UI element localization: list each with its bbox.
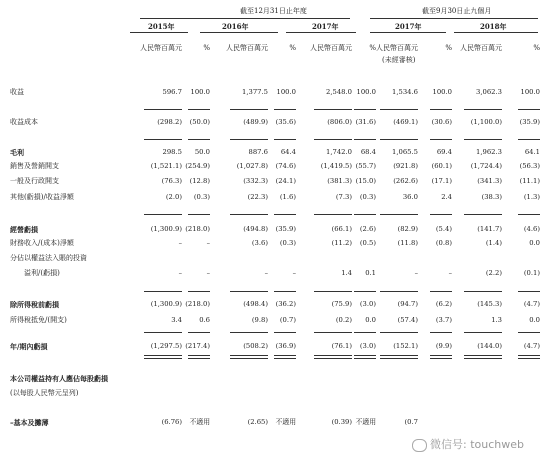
subtotal-rule [230,139,268,140]
table-cell: (11.2) [331,239,352,247]
table-cell: (0.3) [193,193,210,201]
table-cell: 1.3 [491,316,502,324]
period-9m-header: 截至9月30日止九個月 [422,7,492,15]
table-cell: (1,300.9) [150,300,182,308]
table-cell: (5.4) [435,225,452,233]
table-cell: (0.2) [335,316,352,324]
row-label: 除所得稅前虧損 [10,300,59,309]
year-rule-2018-9m [454,32,538,33]
subtotal-rule [430,109,452,110]
table-cell: (218.0) [185,225,210,233]
table-cell: 2,548.0 [326,88,352,96]
table-cell: (1,297.5) [150,342,182,350]
subtotal-rule [518,291,540,292]
table-cell: (11.8) [397,239,418,247]
subtotal-rule [314,291,352,292]
subtotal-rule [518,214,540,215]
column-header: 人民幣百萬元 [376,44,418,52]
subtotal-rule [230,332,268,333]
total-double-rule [518,355,540,356]
total-double-rule [380,355,418,356]
table-cell: (35.6) [275,118,296,126]
subtotal-rule [464,291,502,292]
table-cell: 64.1 [524,148,540,156]
table-cell: (12.8) [189,177,210,185]
total-double-rule [144,358,182,359]
table-cell: – [292,269,296,277]
total-double-rule [188,358,210,359]
total-double-rule [430,355,452,356]
table-cell: (1.3) [523,193,540,201]
table-cell: 50.0 [194,148,210,156]
table-cell: (94.7) [397,300,418,308]
total-double-rule [274,355,296,356]
table-cell: (0.3) [279,239,296,247]
table-cell: (35.9) [519,118,540,126]
table-cell: (1.6) [279,193,296,201]
table-cell: (6.76) [161,418,182,426]
subtotal-rule [518,139,540,140]
total-double-rule [188,355,210,356]
table-cell: (0.3) [359,193,376,201]
column-header: % [203,44,210,52]
row-label: 財務收入/(成本)淨額 [10,239,74,247]
subtotal-rule [354,139,376,140]
table-cell: (144.0) [477,342,502,350]
table-cell: (381.3) [327,177,352,185]
table-cell: (15.0) [355,177,376,185]
table-cell: (0.7 [404,418,418,426]
watermark [412,436,524,452]
row-label: –基本及攤薄 [10,418,49,427]
row-label: 分佔以權益法入賬的投資 [10,254,87,262]
table-cell: 100.0 [356,88,376,96]
subtotal-rule [354,109,376,110]
total-double-rule [464,355,502,356]
table-cell: 100.0 [276,88,296,96]
row-label: 收益 [10,88,24,96]
table-cell: (1,027.8) [236,162,268,170]
table-cell: (76.3) [161,177,182,185]
table-cell: (76.1) [331,342,352,350]
table-cell: (36.9) [275,342,296,350]
year-2015: 2015年 [148,22,175,31]
table-cell: 0.6 [199,316,210,324]
column-header: 人民幣百萬元 [310,44,352,52]
table-cell: 68.4 [360,148,376,156]
table-cell: (0.8) [435,239,452,247]
table-cell: (57.4) [397,316,418,324]
subtotal-rule [464,139,502,140]
table-cell: 0.0 [529,239,540,247]
table-cell: 64.4 [280,148,296,156]
table-cell: (217.4) [185,342,210,350]
year-rule-2017 [286,32,356,33]
table-cell: (1,300.9) [150,225,182,233]
table-cell: (56.3) [519,162,540,170]
table-cell: (508.2) [243,342,268,350]
table-cell: 1,962.3 [476,148,502,156]
table-cell: (9.8) [251,316,268,324]
subtotal-rule [188,291,210,292]
total-double-rule [464,358,502,359]
subtotal-rule [464,214,502,215]
table-cell: (3.0) [359,342,376,350]
table-cell: (75.9) [331,300,352,308]
subtotal-rule [144,332,182,333]
subtotal-rule [518,109,540,110]
table-cell: 0.0 [365,316,376,324]
table-cell: (38.3) [481,193,502,201]
total-double-rule [518,358,540,359]
table-cell: (0.5) [359,239,376,247]
table-cell: 887.6 [248,148,268,156]
table-cell: 0.0 [529,316,540,324]
table-cell: 100.0 [190,88,210,96]
table-cell: (141.7) [477,225,502,233]
total-double-rule [354,358,376,359]
subtotal-rule [430,139,452,140]
table-cell: 1.4 [341,269,352,277]
column-header: % [289,44,296,52]
subtotal-rule [314,109,352,110]
table-cell: (298.2) [157,118,182,126]
wechat-icon [412,439,427,452]
table-cell: (31.6) [355,118,376,126]
table-cell: – [264,269,268,277]
subtotal-rule [188,139,210,140]
total-double-rule [274,358,296,359]
year-2017: 2017年 [312,22,339,31]
subtotal-rule [314,332,352,333]
table-cell: (1,419.5) [320,162,352,170]
total-double-rule [314,355,352,356]
year-rule-2015 [130,32,188,33]
table-cell: 36.0 [402,193,418,201]
table-cell: (0.1) [523,269,540,277]
column-header: % [445,44,452,52]
table-cell: 不適用 [189,418,210,426]
subtotal-rule [464,332,502,333]
table-cell: 2.4 [441,193,452,201]
year-2018-9m: 2018年 [480,22,507,31]
table-cell: 596.7 [162,88,182,96]
header-rule-9m [370,18,538,19]
table-cell: (489.9) [243,118,268,126]
subtotal-rule [230,214,268,215]
table-cell: (469.1) [393,118,418,126]
table-cell: (6.2) [435,300,452,308]
column-header: % [369,44,376,52]
subtotal-rule [274,109,296,110]
table-cell: (74.6) [275,162,296,170]
table-cell: 0.1 [365,269,376,277]
table-cell: (152.1) [393,342,418,350]
table-cell: (3.0) [359,300,376,308]
table-cell: 1,534.6 [392,88,418,96]
subtotal-rule [314,214,352,215]
row-label: 本公司權益持有人應佔每股虧損 [10,374,108,383]
column-header: 人民幣百萬元 [460,44,502,52]
table-cell: (498.4) [243,300,268,308]
subtotal-rule [380,214,418,215]
subtotal-rule [380,291,418,292]
table-cell: 不適用 [355,418,376,426]
table-cell: (0.39) [331,418,352,426]
table-cell: (921.8) [393,162,418,170]
subtotal-rule [354,332,376,333]
total-double-rule [230,355,268,356]
total-double-rule [430,358,452,359]
subtotal-rule [144,291,182,292]
column-header: 人民幣百萬元 [226,44,268,52]
table-cell: 3.4 [171,316,182,324]
table-cell: 3,062.3 [476,88,502,96]
table-cell: (22.3) [247,193,268,201]
header-rule-fy [140,18,350,19]
table-cell: – [178,269,182,277]
unaudited-note: (未經審核) [382,56,416,64]
row-label: 所得稅抵免/(開支) [10,316,67,324]
year-2017-9m: 2017年 [395,22,422,31]
table-cell: (7.3) [335,193,352,201]
row-label: 毛利 [10,148,24,157]
subtotal-rule [188,109,210,110]
total-double-rule [354,355,376,356]
subtotal-rule [274,139,296,140]
table-cell: (3.6) [251,239,268,247]
subtotal-rule [380,139,418,140]
table-cell: (2.65) [247,418,268,426]
total-double-rule [314,358,352,359]
table-cell: (262.6) [393,177,418,185]
table-cell: (332.3) [243,177,268,185]
table-cell: (50.0) [189,118,210,126]
table-cell: (17.1) [431,177,452,185]
table-cell: 100.0 [432,88,452,96]
row-label: 銷售及營銷開支 [10,162,59,170]
row-label: 其他(虧損)/收益淨額 [10,193,74,201]
column-header: 人民幣百萬元 [140,44,182,52]
table-cell: 不適用 [275,418,296,426]
subtotal-rule [230,291,268,292]
subtotal-rule [464,109,502,110]
subtotal-rule [380,109,418,110]
subtotal-rule [274,332,296,333]
row-label: 收益成本 [10,118,38,126]
table-cell: (2.0) [165,193,182,201]
subtotal-rule [188,214,210,215]
table-cell: 69.4 [436,148,452,156]
table-cell: (4.7) [523,300,540,308]
year-2016: 2016年 [222,22,249,31]
table-cell: (24.1) [275,177,296,185]
subtotal-rule [314,139,352,140]
subtotal-rule [230,109,268,110]
year-rule-2016 [200,32,278,33]
subtotal-rule [188,332,210,333]
subtotal-rule [430,214,452,215]
subtotal-rule [430,291,452,292]
table-cell: (82.9) [397,225,418,233]
column-header: % [533,44,540,52]
table-cell: 1,065.5 [392,148,418,156]
table-cell: – [414,269,418,277]
period-fy-header: 截至12月31日止年度 [240,7,307,15]
table-cell: (1,100.0) [470,118,502,126]
table-cell: (4.7) [523,342,540,350]
row-label: 年/期內虧損 [10,342,48,351]
table-cell: (806.0) [327,118,352,126]
table-cell: (36.2) [275,300,296,308]
table-cell: (2.2) [485,269,502,277]
watermark-text: 微信号: touchweb [430,438,524,451]
row-label: 溢利/(虧損) [24,269,60,277]
subtotal-rule [144,109,182,110]
table-cell: (9.9) [435,342,452,350]
table-cell: 1,742.0 [326,148,352,156]
table-cell: (341.3) [477,177,502,185]
table-cell: – [178,239,182,247]
table-cell: (3.7) [435,316,452,324]
table-cell: (55.7) [355,162,376,170]
table-cell: (1.4) [485,239,502,247]
subtotal-rule [354,291,376,292]
table-cell: (4.6) [523,225,540,233]
table-cell: (0.7) [279,316,296,324]
table-cell: (60.1) [431,162,452,170]
subtotal-rule [274,291,296,292]
row-label: 一般及行政開支 [10,177,59,185]
table-cell: (2.6) [359,225,376,233]
table-cell: (66.1) [331,225,352,233]
table-cell: (30.6) [431,118,452,126]
table-cell: – [448,269,452,277]
table-cell: (1,521.1) [150,162,182,170]
row-label: (以每股人民幣元呈列) [10,389,79,397]
table-cell: 298.5 [162,148,182,156]
total-double-rule [380,358,418,359]
row-label: 經營虧損 [10,225,38,234]
total-double-rule [230,358,268,359]
subtotal-rule [144,214,182,215]
table-cell: (11.1) [519,177,540,185]
table-cell: (35.9) [275,225,296,233]
subtotal-rule [274,214,296,215]
table-cell: (1,724.4) [470,162,502,170]
table-cell: 1,377.5 [242,88,268,96]
table-cell: 100.0 [520,88,540,96]
subtotal-rule [354,214,376,215]
table-cell: (218.0) [185,300,210,308]
table-cell: (494.8) [243,225,268,233]
subtotal-rule [380,332,418,333]
subtotal-rule [518,332,540,333]
table-cell: – [206,269,210,277]
subtotal-rule [144,139,182,140]
year-rule-2017-9m [370,32,446,33]
table-cell: – [206,239,210,247]
table-cell: (254.9) [185,162,210,170]
total-double-rule [144,355,182,356]
subtotal-rule [430,332,452,333]
table-cell: (145.3) [477,300,502,308]
